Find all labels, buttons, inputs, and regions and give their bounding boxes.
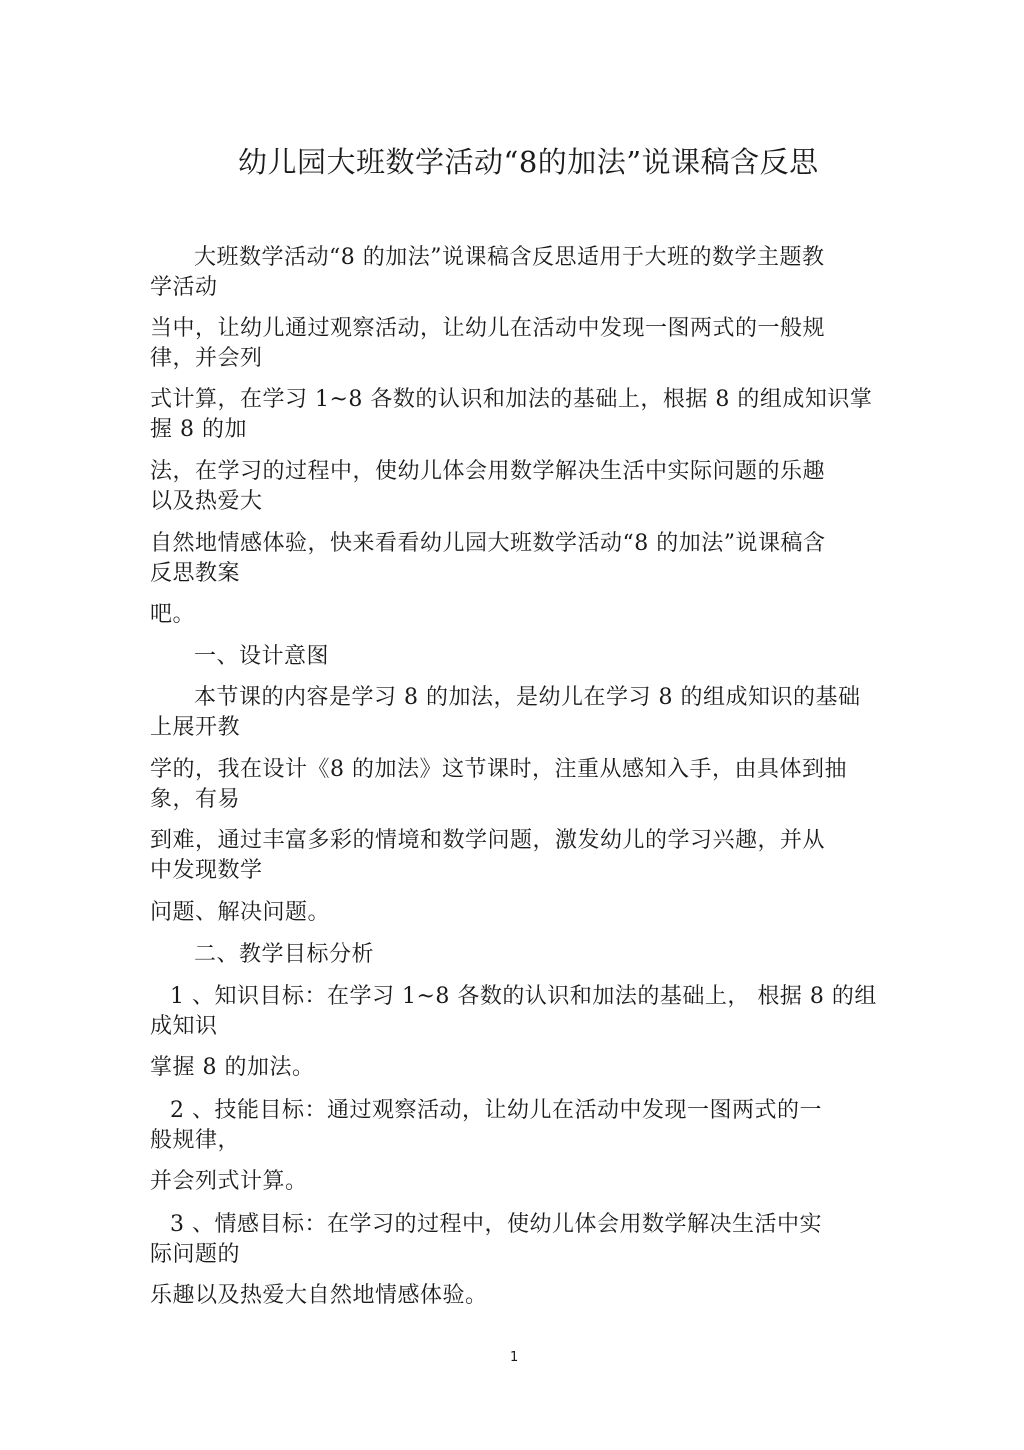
paragraph-line: 际问题的	[150, 1242, 241, 1267]
document-title: 幼儿园大班数学活动“8的加法”说课稿含反思	[238, 145, 819, 179]
paragraph-line: 掌握 8 的加法。	[150, 1055, 315, 1080]
paragraph-intro-5	[150, 529, 870, 589]
paragraph-line: 当中，让幼儿通过观察活动，让幼儿在活动中发现一图两式的一般规	[150, 316, 826, 341]
paragraph-line: 1 、知识目标：在学习 1~8 各数的认识和加法的基础上， 根据 8 的组	[170, 984, 877, 1009]
paragraph-line: 3 、情感目标：在学习的过程中，使幼儿体会用数学解决生活中实	[170, 1212, 822, 1237]
paragraph-line: 问题、解决问题。	[150, 900, 331, 925]
section-heading-goals	[150, 940, 870, 970]
paragraph-design-4	[150, 898, 870, 928]
paragraph-line: 2 、技能目标：通过观察活动，让幼儿在活动中发现一图两式的一	[170, 1098, 822, 1123]
paragraph-line: 中发现数学	[150, 858, 263, 883]
paragraph-intro-6	[150, 600, 870, 630]
paragraph-line: 到难，通过丰富多彩的情境和数学问题，激发幼儿的学习兴趣，并从	[150, 828, 826, 853]
paragraph-intro-1	[150, 243, 870, 303]
paragraph-line: 式计算，在学习 1~8 各数的认识和加法的基础上，根据 8 的组成知识掌	[150, 387, 873, 412]
paragraph-design-1	[150, 683, 870, 743]
section-heading: 二、教学目标分析	[194, 942, 375, 967]
paragraph-line: 本节课的内容是学习 8 的加法，是幼儿在学习 8 的组成知识的基础	[194, 685, 861, 710]
paragraph-intro-3	[150, 385, 873, 445]
goal-emotion-cont	[150, 1281, 870, 1311]
paragraph-intro-4	[150, 457, 870, 517]
goal-skill	[150, 1096, 870, 1156]
paragraph-line: 乐趣以及热爱大自然地情感体验。	[150, 1283, 488, 1308]
section-heading-design-intent	[150, 642, 870, 672]
paragraph-line: 成知识	[150, 1014, 218, 1039]
paragraph-intro-2	[150, 314, 870, 374]
paragraph-line: 自然地情感体验，快来看看幼儿园大班数学活动“8 的加法”说课稿含	[150, 531, 826, 556]
paragraph-line: 象，有易	[150, 787, 241, 812]
paragraph-line: 上展开教	[150, 715, 241, 740]
goal-knowledge	[150, 982, 877, 1042]
goal-emotion	[150, 1210, 870, 1270]
paragraph-design-2	[150, 755, 870, 815]
paragraph-line: 握 8 的加	[150, 417, 247, 442]
goal-knowledge-cont	[150, 1053, 870, 1083]
paragraph-line: 吧。	[150, 602, 196, 627]
paragraph-line: 以及热爱大	[150, 489, 263, 514]
paragraph-line: 学活动	[150, 275, 218, 300]
page-number: 1	[510, 1350, 519, 1365]
paragraph-line: 大班数学活动“8 的加法”说课稿含反思适用于大班的数学主题教	[194, 245, 825, 270]
paragraph-line: 律，并会列	[150, 346, 263, 371]
paragraph-line: 法，在学习的过程中，使幼儿体会用数学解决生活中实际问题的乐趣	[150, 459, 826, 484]
section-heading: 一、设计意图	[194, 644, 330, 669]
paragraph-line: 反思教案	[150, 561, 241, 586]
paragraph-line: 并会列式计算。	[150, 1169, 308, 1194]
goal-skill-cont	[150, 1167, 870, 1197]
paragraph-design-3	[150, 826, 870, 886]
paragraph-line: 般规律，	[150, 1128, 241, 1153]
paragraph-line: 学的，我在设计《8 的加法》这节课时，注重从感知入手，由具体到抽	[150, 757, 847, 782]
